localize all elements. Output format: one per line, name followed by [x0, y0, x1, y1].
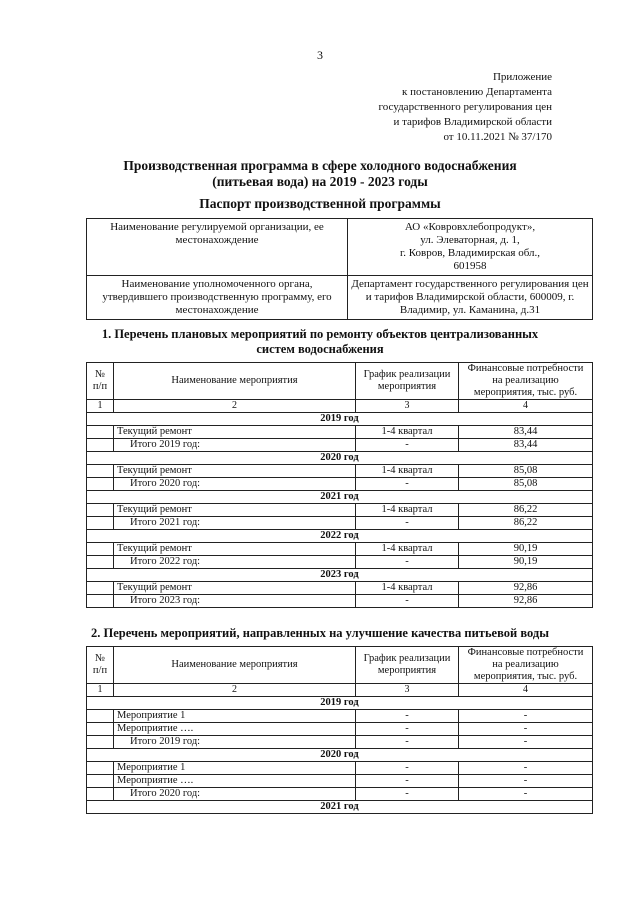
total-schedule: -	[356, 736, 459, 749]
appendix-line: Приложение	[492, 71, 552, 83]
total-row	[87, 595, 593, 608]
item-name: Мероприятие 1	[114, 762, 356, 775]
value-line: 601958	[453, 260, 487, 272]
year-label: 2020 год	[87, 452, 593, 465]
table-row	[87, 543, 593, 556]
total-label: Итого 2020 год:	[114, 788, 356, 801]
item-name: Текущий ремонт	[114, 426, 356, 439]
table-cell	[87, 736, 114, 749]
value-line: ул. Элеваторная, д. 1,	[420, 234, 520, 246]
year-label: 2021 год	[87, 491, 593, 504]
total-schedule: -	[356, 439, 459, 452]
item-value: -	[459, 710, 593, 723]
year-label: 2022 год	[87, 530, 593, 543]
column-number-row	[87, 400, 593, 413]
total-label: Итого 2021 год:	[114, 517, 356, 530]
table-cell	[87, 710, 114, 723]
table-cell	[87, 788, 114, 801]
total-value: 92,86	[459, 595, 593, 608]
column-number: 4	[459, 684, 593, 697]
column-number-row	[87, 684, 593, 697]
item-name: Текущий ремонт	[114, 465, 356, 478]
table-cell	[87, 582, 114, 595]
passport-title: Паспорт производственной программы	[199, 196, 441, 211]
total-schedule: -	[356, 556, 459, 569]
table-row	[87, 582, 593, 595]
title-line: (питьевая вода) на 2019 - 2023 годы	[212, 174, 428, 189]
column-header: № п/п	[87, 647, 114, 684]
total-schedule: -	[356, 478, 459, 491]
total-label: Итого 2023 год:	[114, 595, 356, 608]
total-value: -	[459, 736, 593, 749]
year-row	[87, 749, 593, 762]
year-row	[87, 491, 593, 504]
column-number: 4	[459, 400, 593, 413]
repair-plan-table	[86, 362, 593, 608]
item-schedule: 1-4 квартал	[356, 504, 459, 517]
total-value: 86,22	[459, 517, 593, 530]
year-row	[87, 801, 593, 814]
value-line: АО «Ковровхлебопродукт»,	[404, 221, 536, 233]
item-value: 90,19	[459, 543, 593, 556]
table-cell	[87, 504, 114, 517]
table-row	[87, 723, 593, 736]
year-row	[87, 697, 593, 710]
item-schedule: 1-4 квартал	[356, 426, 459, 439]
year-row	[87, 452, 593, 465]
year-row	[87, 530, 593, 543]
table-row	[87, 775, 593, 788]
item-schedule: -	[356, 775, 459, 788]
table-cell	[348, 219, 593, 276]
table-row	[87, 426, 593, 439]
table-cell	[87, 517, 114, 530]
table-header-row	[87, 647, 593, 684]
item-value: -	[459, 762, 593, 775]
total-schedule: -	[356, 788, 459, 801]
table-cell	[87, 775, 114, 788]
total-row	[87, 788, 593, 801]
item-value: 92,86	[459, 582, 593, 595]
title-line: Производственная программа в сфере холодного водоснабжения	[123, 158, 517, 173]
year-label: 2019 год	[87, 413, 593, 426]
item-name: Текущий ремонт	[114, 543, 356, 556]
column-number: 3	[356, 684, 459, 697]
total-schedule: -	[356, 595, 459, 608]
table-cell	[87, 426, 114, 439]
item-name: Мероприятие 1	[114, 710, 356, 723]
water-quality-table	[86, 646, 593, 814]
table-cell	[87, 762, 114, 775]
table-cell	[87, 439, 114, 452]
section2-heading: 2. Перечень мероприятий, направленных на улучшение качества питьевой воды	[91, 626, 549, 640]
table-row	[87, 504, 593, 517]
total-label: Итого 2020 год:	[114, 478, 356, 491]
column-header: Наименование мероприятия	[114, 647, 356, 684]
item-name: Мероприятие ….	[114, 723, 356, 736]
total-row	[87, 556, 593, 569]
page-number: 3	[317, 48, 323, 62]
heading-line: систем водоснабжения	[256, 342, 384, 356]
item-name: Мероприятие ….	[114, 775, 356, 788]
total-value: 90,19	[459, 556, 593, 569]
table-cell	[87, 478, 114, 491]
total-row	[87, 439, 593, 452]
column-header: Наименование мероприятия	[114, 363, 356, 400]
total-row	[87, 517, 593, 530]
total-label: Итого 2019 год:	[114, 736, 356, 749]
appendix-line: от 10.11.2021 № 37/170	[443, 131, 552, 143]
year-label: 2023 год	[87, 569, 593, 582]
year-label: 2021 год	[87, 801, 593, 814]
table-cell	[87, 595, 114, 608]
total-label: Итого 2022 год:	[114, 556, 356, 569]
total-value: 83,44	[459, 439, 593, 452]
table-row	[87, 710, 593, 723]
table-cell	[87, 556, 114, 569]
item-value: 86,22	[459, 504, 593, 517]
item-value: -	[459, 723, 593, 736]
column-header: График реализации мероприятия	[356, 363, 459, 400]
year-row	[87, 413, 593, 426]
column-header: Финансовые потребности на реализацию мероприятия, тыс. руб.	[459, 363, 593, 400]
appendix-line: к постановлению Департамента	[401, 86, 552, 98]
table-cell	[87, 543, 114, 556]
column-header: Финансовые потребности на реализацию мероприятия, тыс. руб.	[459, 647, 593, 684]
value-line: г. Ковров, Владимирская обл.,	[399, 247, 541, 259]
column-number: 3	[356, 400, 459, 413]
year-label: 2020 год	[87, 749, 593, 762]
item-schedule: -	[356, 762, 459, 775]
table-row	[87, 276, 593, 320]
table-cell: Наименование регулируемой организации, ее местонахождение	[87, 219, 348, 276]
appendix-line: и тарифов Владимирской области	[393, 116, 552, 128]
year-row	[87, 569, 593, 582]
appendix-line: государственного регулирования цен	[378, 101, 552, 113]
item-value: -	[459, 775, 593, 788]
column-number: 1	[87, 684, 114, 697]
table-row	[87, 219, 593, 276]
total-schedule: -	[356, 517, 459, 530]
item-name: Текущий ремонт	[114, 504, 356, 517]
table-cell: Наименование уполномоченного органа, утвердившего производственную программу, его местонахождение	[87, 276, 348, 320]
column-number: 1	[87, 400, 114, 413]
total-value: -	[459, 788, 593, 801]
item-value: 83,44	[459, 426, 593, 439]
item-schedule: 1-4 квартал	[356, 465, 459, 478]
table-header-row	[87, 363, 593, 400]
document-title	[0, 158, 640, 190]
total-row	[87, 478, 593, 491]
year-label: 2019 год	[87, 697, 593, 710]
total-value: 85,08	[459, 478, 593, 491]
heading-line: 1. Перечень плановых мероприятий по ремонту объектов централизованных	[101, 327, 539, 341]
appendix-note	[332, 70, 552, 145]
column-number: 2	[114, 684, 356, 697]
table-row	[87, 762, 593, 775]
item-value: 85,08	[459, 465, 593, 478]
item-name: Текущий ремонт	[114, 582, 356, 595]
column-header: № п/п	[87, 363, 114, 400]
column-number: 2	[114, 400, 356, 413]
item-schedule: -	[356, 723, 459, 736]
item-schedule: 1-4 квартал	[356, 543, 459, 556]
table-row	[87, 465, 593, 478]
item-schedule: 1-4 квартал	[356, 582, 459, 595]
item-schedule: -	[356, 710, 459, 723]
column-header: График реализации мероприятия	[356, 647, 459, 684]
table-cell	[87, 465, 114, 478]
total-row	[87, 736, 593, 749]
section1-heading	[0, 327, 640, 357]
table-cell	[87, 723, 114, 736]
passport-table	[86, 218, 593, 320]
total-label: Итого 2019 год:	[114, 439, 356, 452]
table-cell: Департамент государственного регулирования цен и тарифов Владимирской области, 600009, г. Владимир, ул. Каманина, д.31	[348, 276, 593, 320]
